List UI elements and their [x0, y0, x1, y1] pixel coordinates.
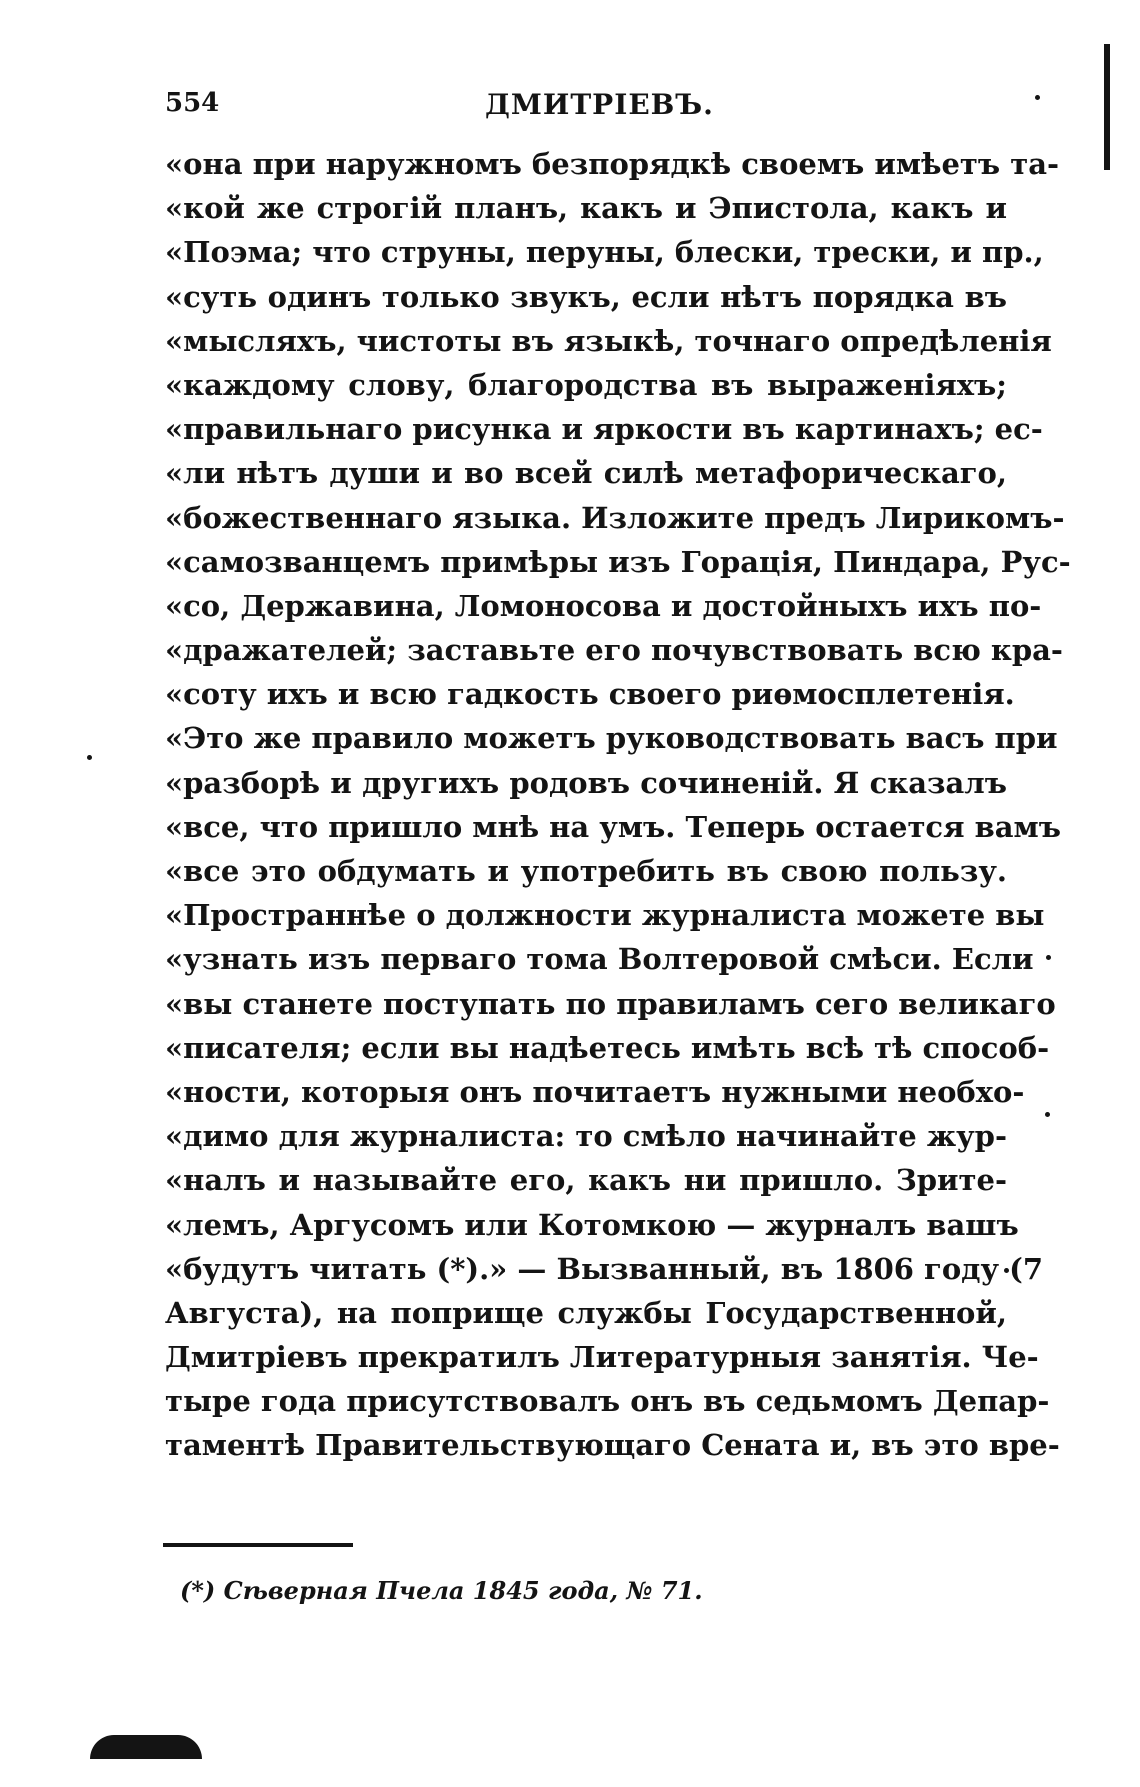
text-line: «все это обдумать и употребить въ свою пользу.: [165, 854, 1007, 888]
text-line: «соту ихъ и всю гадкость своего риѳмосплетенія.: [165, 677, 1015, 712]
running-title: ДМИТРІЕВЪ.: [485, 88, 714, 121]
text-line: «Это же правило можетъ руководствовать васъ при: [165, 721, 1058, 756]
text-line: «писателя; если вы надѣетесь имѣть всѣ тѣ способ-: [165, 1030, 1050, 1065]
text-line: «кой же строгій планъ, какъ и Эпистола, какъ и: [165, 191, 1007, 226]
text-line: «налъ и называйте его, какъ ни пришло. Зрите-: [165, 1163, 1007, 1198]
text-line: «Поэма; что струны, перуны, блески, трески, и пр.,: [165, 235, 1044, 270]
margin-speck: [1045, 1112, 1050, 1117]
text-line: «дражателей; заставьте его почувствовать всю кра-: [165, 633, 1063, 668]
footnote-rule: [163, 1543, 353, 1547]
text-line: таментѣ Правительствующаго Сената и, въ это вре-: [165, 1428, 1060, 1463]
text-line: «вы станете поступать по правиламъ сего великаго: [165, 986, 1056, 1021]
text-line: «правильнаго рисунка и яркости въ картинахъ; ес-: [165, 412, 1043, 447]
margin-speck: [1046, 955, 1051, 960]
margin-speck: [87, 755, 92, 760]
text-line: «димо для журналиста: то смѣло начинайте жур-: [165, 1119, 1007, 1154]
text-line: «мысляхъ, чистоты въ языкѣ, точнаго опредѣленія: [165, 323, 1052, 358]
page-number: 554: [165, 88, 220, 118]
text-line: «все, что пришло мнѣ на умъ. Теперь остается вамъ: [165, 809, 1061, 844]
text-line: «ли нѣтъ души и во всей силѣ метафорическаго,: [165, 456, 1007, 491]
text-line: «она при наружномъ безпорядкѣ своемъ имѣетъ та-: [165, 147, 1060, 181]
text-line: Августа), на поприще службы Государственной,: [165, 1295, 1007, 1330]
page-header: [165, 88, 1015, 128]
margin-scan-bar: [1104, 44, 1110, 170]
text-line: «будутъ читать (*).» — Вызванный, въ 1806 году (7: [165, 1251, 1044, 1286]
text-line: «божественнаго языка. Изложите предъ Лирикомъ-: [165, 500, 1065, 535]
text-line: «узнать изъ перваго тома Волтеровой смѣси. Если: [165, 942, 1034, 977]
text-line: тыре года присутствовалъ онъ въ седьмомъ Депар-: [165, 1384, 1050, 1419]
text-line: «самозванцемъ примѣры изъ Горація, Пиндара, Рус-: [165, 544, 1071, 579]
text-line: «каждому слову, благородства въ выраженіяхъ;: [165, 367, 1007, 402]
footnote: (*) Сѣверная Пчела 1845 года, № 71.: [180, 1576, 703, 1605]
text-line: «Пространнѣе о должности журналиста можете вы: [165, 898, 1045, 933]
text-line: Дмитріевъ прекратилъ Литературныя занятія. Че-: [165, 1340, 1039, 1375]
body-text: [165, 142, 1071, 1468]
text-line: «ности, которыя онъ почитаетъ нужными необхо-: [165, 1074, 1025, 1109]
text-line: «разборѣ и другихъ родовъ сочиненій. Я сказалъ: [165, 765, 1007, 800]
ink-blot: [90, 1735, 202, 1759]
text-line: «со, Державина, Ломоносова и достойныхъ ихъ по-: [165, 588, 1042, 623]
text-line: «суть одинъ только звукъ, если нѣтъ порядка въ: [165, 279, 1007, 314]
text-line: «лемъ, Аргусомъ или Котомкою — журналъ вашъ: [165, 1207, 1019, 1242]
margin-speck: [1035, 95, 1040, 100]
